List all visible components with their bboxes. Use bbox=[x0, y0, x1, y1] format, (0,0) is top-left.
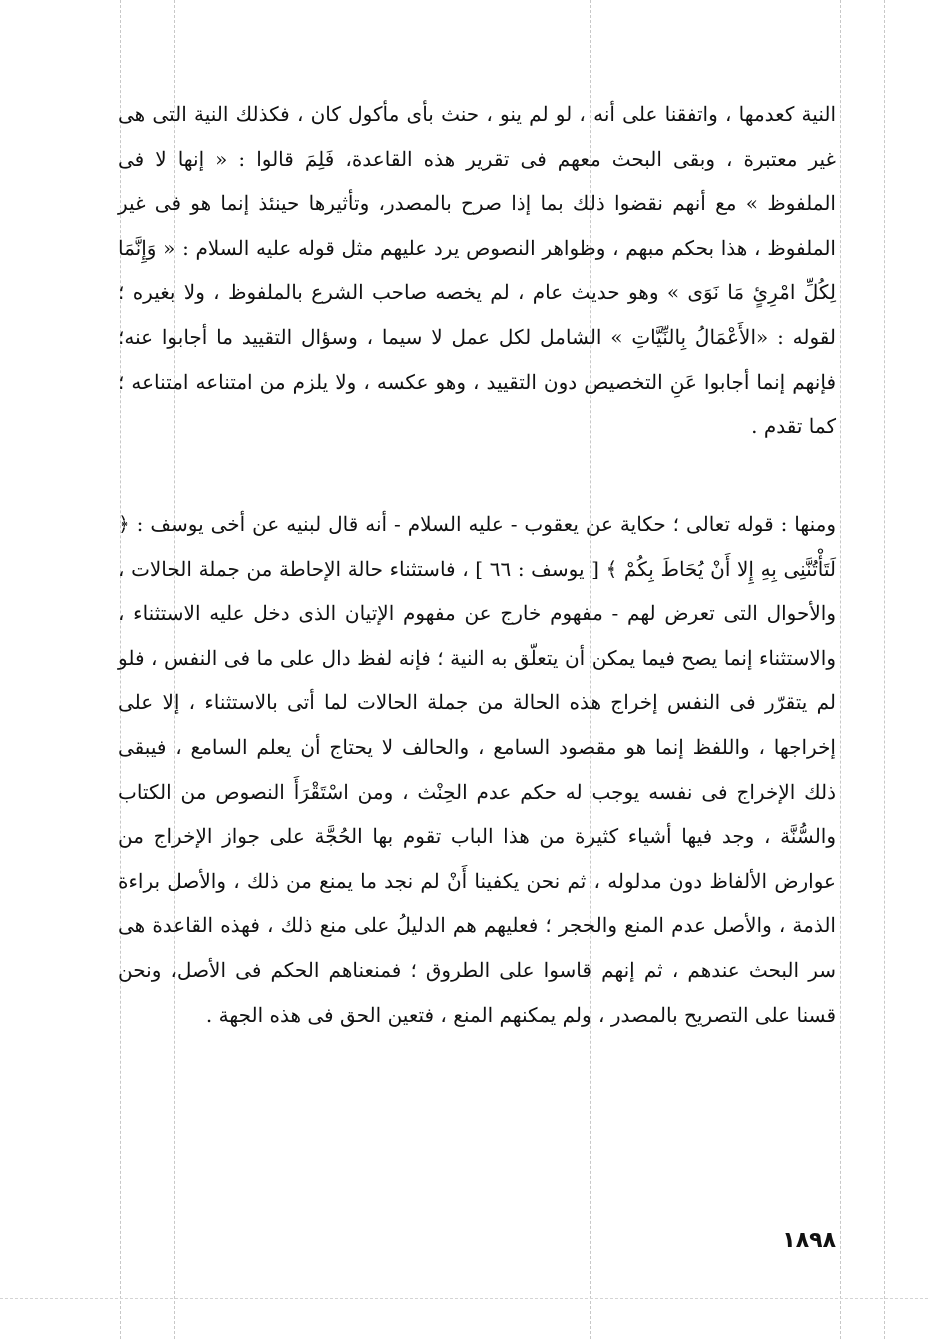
paragraph-2: ومنها : قوله تعالى ؛ حكاية عن يعقوب - عليه السلام - أنه قال لبنيه عن أخى يوسف : ﴿ لَتَأْتُنَّنِى بِهِ إِلا أَنْ يُحَاطَ بِكُمْ ﴾ [ يوسف : ٦٦ ] ، فاستثناء حالة الإحاطة من جملة الحالات ، والأحوال التى تعرض لهم - مفهوم خارج عن مفهوم الإتيان الذى دخل عليه الاستثناء ، والاستثناء إنما يصح فيما يمكن أن يتعلّق به النية ؛ فإنه لفظ دال على ما فى النفس ، فلو لم يتقرّر فى النفس إخراج هذه الحالة من جملة الحالات لما أتى بالاستثناء ، إلا على إخراجها ، واللفظ إنما هو مقصود السامع ، والحالف لا يحتاج أن يعلم السامع ، فيبقى ذلك الإخراج فى نفسه يوجب له حكم عدم الحِنْث ، ومن اسْتَقْرَأَ النصوص من الكتاب والسُّنَّة ، وجد فيها أشياء كثيرة من هذا الباب تقوم بها الحُجَّة على جواز الإخراج من عوارض الألفاظ دون مدلوله ، ثم نحن يكفينا أَنْ لم نجد ما يمنع من ذلك ، والأصل براءة الذمة ، والأصل عدم المنع والحجر ؛ فعليهم هم الدليلُ على منع ذلك ، فهذه القاعدة هى سر البحث عندهم ، ثم إنهم قاسوا على الطروق ؛ فمنعناهم الحكم فى الأصل، ونحن قسنا على التصريح بالمصدر ، ولم يمكنهم المنع ، فتعين الحق فى هذه الجهة . bbox=[118, 512, 837, 1027]
paragraph-1: النية كعدمها ، واتفقنا على أنه ، لو لم ينو ، حنث بأى مأكول كان ، فكذلك النية التى هى غير معتبرة ، وبقى البحث معهم فى تقرير هذه القاعدة، فَلِمَ قالوا : « إنها لا فى الملفوظ » مع أنهم نقضوا ذلك بما إذا صرح بالمصدر، وتأثيرها حينئذ إنما هو فى غير الملفوظ ، هذا بحكم مبهم ، وظواهر النصوص يرد عليهم مثل قوله عليه السلام : « وَإِنَّمَا لِكُلِّ امْرِئٍ مَا نَوَى » وهو حديث عام ، لم يخصه صاحب الشرع بالملفوظ ، ولا بغيره ؛ لقوله : «الأَعْمَالُ بِالنِّيَّاتِ » الشامل لكل عمل لا سيما ، وسؤال التقييد ما أجابوا عنه؛ فإنهم إنما أجابوا عَنِ التخصيص دون التقييد ، وهو عكسه ، ولا يلزم من امتناعه امتناعه ؛ كما تقدم . bbox=[118, 102, 837, 439]
page-number: ١٨٩٨ bbox=[782, 1228, 836, 1253]
guide-line bbox=[0, 1298, 928, 1299]
guide-line bbox=[884, 0, 885, 1339]
guide-line bbox=[840, 0, 841, 1339]
